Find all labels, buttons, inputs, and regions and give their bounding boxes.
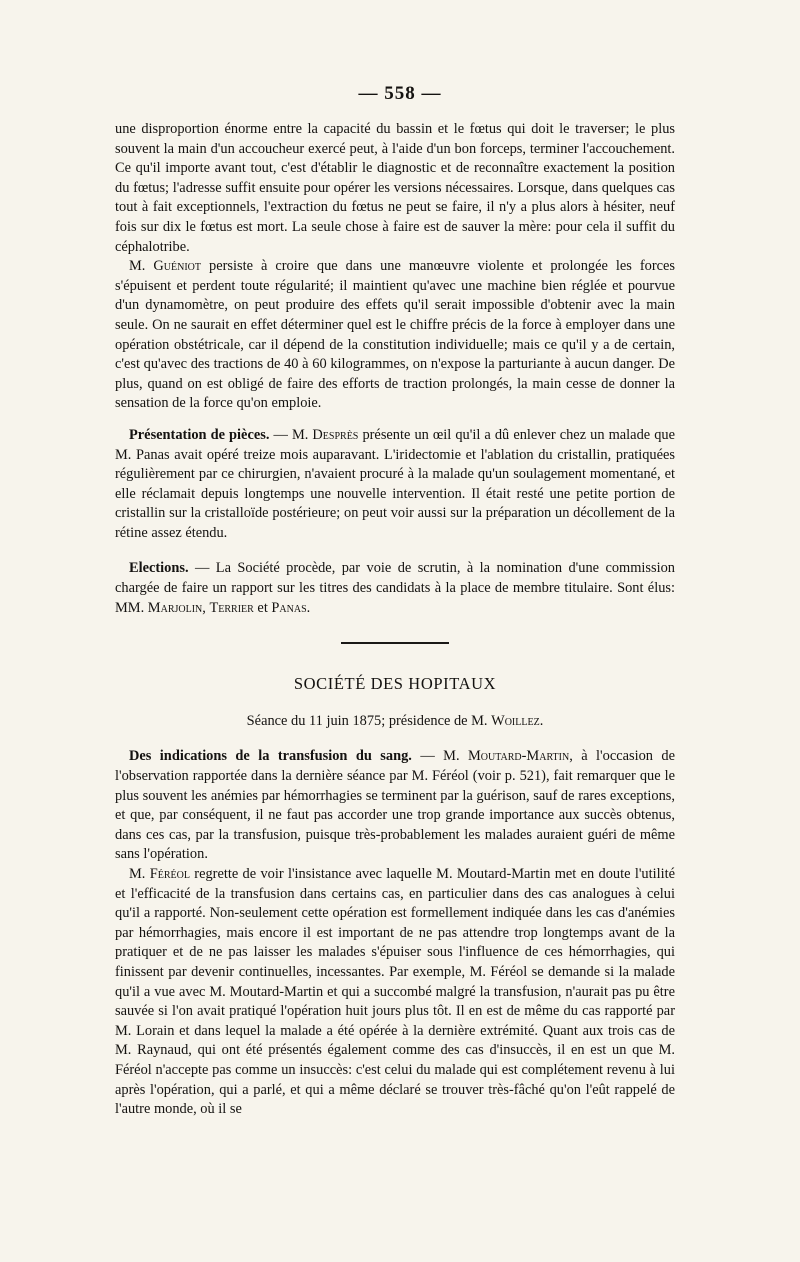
subsection-heading: Présentation de pièces. <box>129 426 270 443</box>
paragraph-text: , à l'occasion de l'observation rapportée dans la dernière séance par M. Féréol (voir p. 521), fait remarquer que le plus souvent les anémies par hémorrhagies se terminent par la guérison, sauf de rares exceptions, et que, par conséquent, il ne faut pas accorder une trop grande importance aux succès obtenus, dans ces cas, par la transfusion, puisque très-probablement les malades auraient guéri de même sans l'opération. <box>115 748 675 863</box>
paragraph-cephalotribe: une disproportion énorme entre la capacité du bassin et le fœtus qui doit le traverser; le plus souvent la main d'un accoucheur exercé peut, à l'aide d'un bon forceps, terminer l'accouchement. Ce qu'il importe avant tout, c'est d'établir le diagnostic et de reconnaître exactement la position du fœtus; l'adresse suffit ensuite pour opérer les versions nécessaires. Lorsque, dans quelques cas tout à fait exceptionnels, l'extraction du fœtus ne peut se faire, il n'y a plus alors à hésiter, neuf fois sur dix le fœtus est mort. La seule chose à faire est de sauver la mère: pour cela il suffit du céphalotribe. <box>115 121 675 255</box>
sentence-end: . <box>306 599 311 616</box>
spacer <box>115 414 675 426</box>
paragraph-text: persiste à croire que dans une manœuvre violente et prolongée les forces s'épuisent et perdent toute régularité; il maintient qu'avec une machine bien réglée et pourvue d'un dynamomètre, on peut produire des effets qu'il serait impossible d'obtenir avec la main seule. On ne saurait en effet déterminer quel est le chiffre précis de la force à employer dans une opération obstétricale, car il dépend de la constitution individuelle; mais ce qu'il y a de certain, c'est qu'avec des tractions de 40 à 60 kilogrammes, on n'expose la parturiante à aucun danger. De plus, quand on est obligé de faire des efforts de traction prolongés, la main cesse de donner la sensation de la force qu'on emploie. <box>115 258 675 412</box>
sentence-end: . <box>539 712 544 729</box>
text-body <box>115 120 675 1120</box>
heading-dash: — M. <box>269 426 313 443</box>
heading-dash: — M. <box>411 748 468 765</box>
session-text: Séance du 11 juin 1875; présidence de M. <box>246 712 492 729</box>
paragraph-text: — La Société procède, par voie de scrutin, à la nomination d'une commission chargée de faire un rapport sur les titres des candidats à la place de membre titulaire. Sont élus: MM. <box>115 560 675 616</box>
session-line <box>115 712 675 732</box>
separator: , <box>202 599 210 616</box>
speaker-name: Moutard-Martin <box>467 748 570 765</box>
paragraph-text: regrette de voir l'insistance avec laquelle M. Moutard-Martin met en doute l'utilité et l'efficacité de la transfusion dans certains cas, en particulier dans des cas analogues à celui qu'il a rapporté. Non-seulement cette opération est formellement indiquée dans les cas d'anémies par hémorrhagies, mais encore il est important de ne pas attendre trop longtemps avant de la pratiquer et de ne pas laisser les malades s'épuiser sous l'influence de ces hémorrhagies, qui finissent par devenir continuelles, incessantes. Par exemple, M. Féréol se demande si la malade qu'il a vue avec M. Moutard-Martin et qui a succombé malgré la transfusion, n'aurait pas pu être sauvée si l'on avait pratiqué l'opération huit jours plus tôt. Il en est de même du cas rapporté par M. Lorain et dans lequel la malade a été opérée à la dernière extrémité. Quant aux trois cas de M. Raynaud, qui ont été présentés également comme des cas d'insuccès, il en est un que M. Féréol n'accepte pas comme un insuccès: c'est celui du malade qui est complétement revenu à lui après l'opération, qui a parlé, et qui a même déclaré se trouver très-fâché qu'on l'eût rappelé de l'autre monde, où il se <box>115 866 675 1118</box>
spacer <box>115 731 675 747</box>
paragraph-elections <box>115 559 675 618</box>
paragraph-fereol <box>115 865 675 1120</box>
paragraph-gueniot <box>115 257 675 414</box>
paragraph-transfusion <box>115 747 675 865</box>
page-number: — 558 — <box>358 83 442 104</box>
section-divider <box>341 642 449 644</box>
member-name: Terrier <box>209 599 254 616</box>
member-name: Marjolin <box>147 599 203 616</box>
spacer <box>115 543 675 559</box>
president-name: Woillez <box>491 712 540 729</box>
paragraph-presentation-pieces <box>115 426 675 544</box>
speaker-prefix: M. <box>129 866 150 882</box>
subsection-heading: Des indications de la transfusion du sang. <box>129 748 412 765</box>
speaker-name: Desprès <box>312 426 359 443</box>
separator: et <box>253 599 272 616</box>
speaker-name: Guéniot <box>153 258 202 275</box>
member-name: Panas <box>271 599 307 616</box>
speaker-prefix: M. <box>129 258 154 275</box>
speaker-name: Féréol <box>149 866 190 882</box>
paragraph-text: présente un œil qu'il a dû enlever chez un malade que M. Panas avait opéré treize mois auparavant. L'iridectomie et l'ablation du cristallin, pratiquées régulièrement par ce chirurgien, n'avaient procuré à la malade qu'un soulagement momentané, et elle réclamait depuis longtemps une nouvelle intervention. Il était resté une petite portion de cristallin sur la cristalloïde postérieure; on peut voir aussi sur la préparation un décollement de la rétine assez étendu. <box>115 426 675 541</box>
section-title: SOCIÉTÉ DES HOPITAUX <box>293 674 497 694</box>
subsection-heading: Elections. <box>129 560 189 577</box>
